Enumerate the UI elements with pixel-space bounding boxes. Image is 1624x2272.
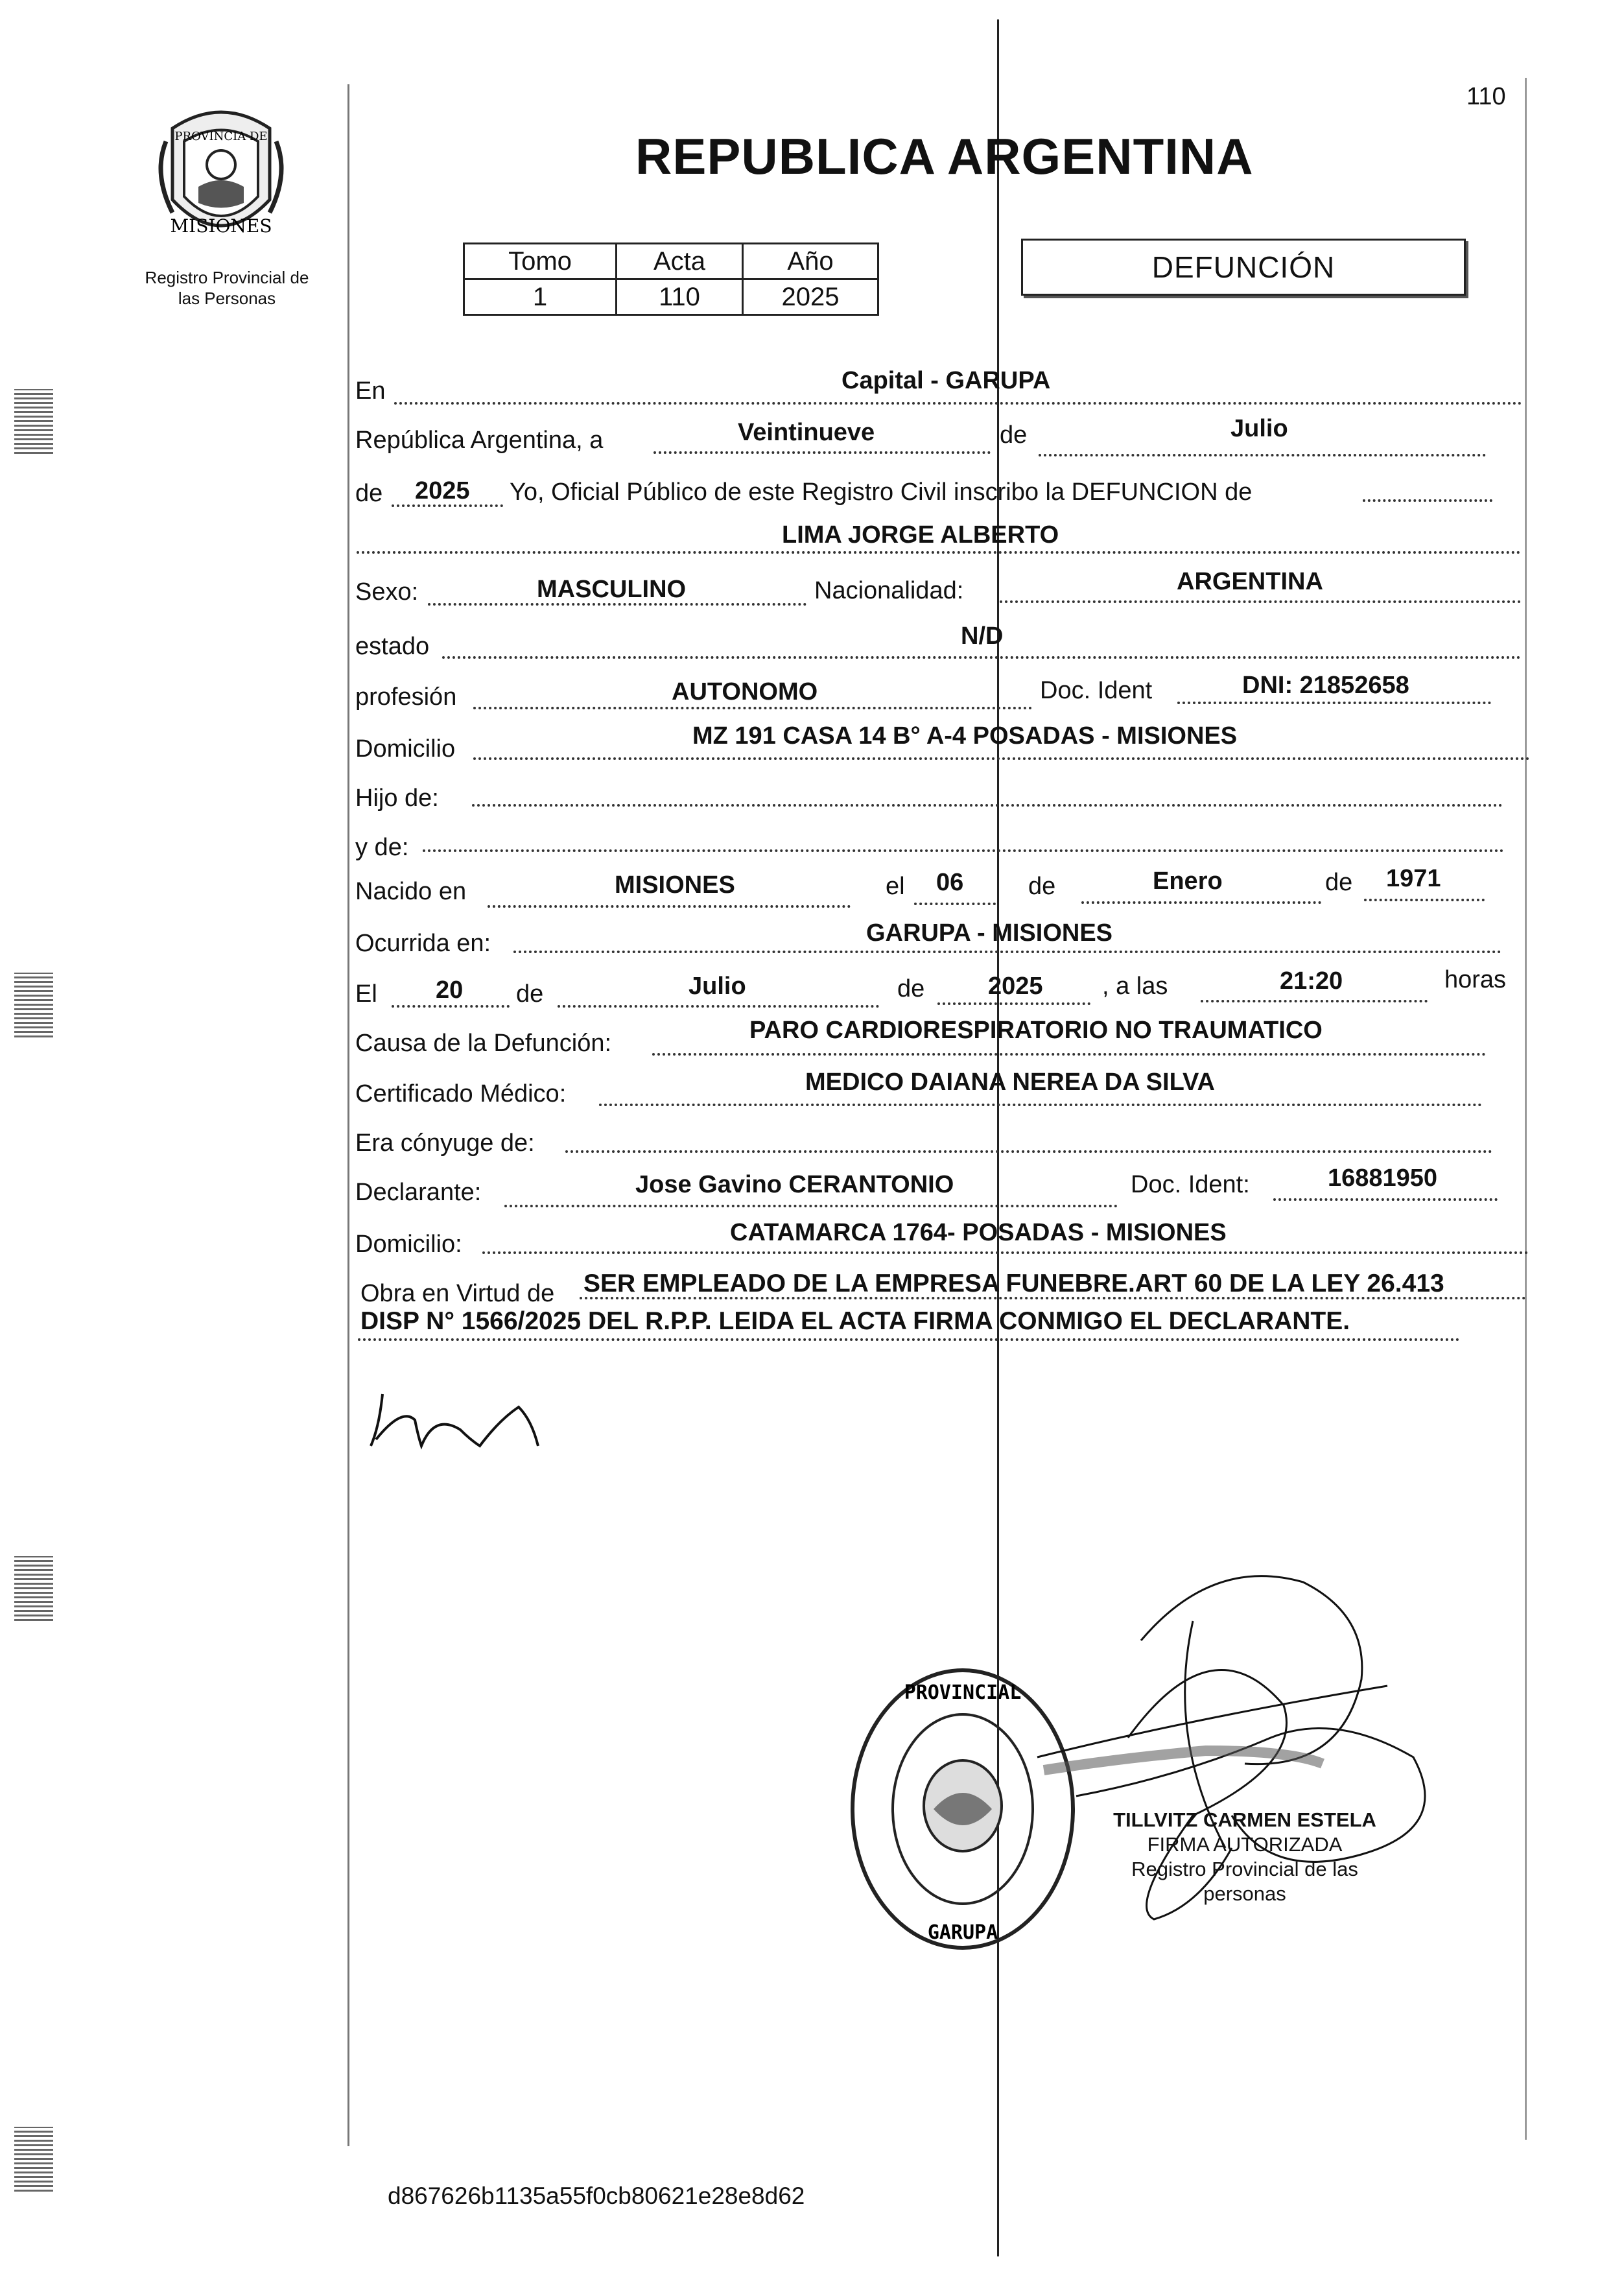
sexo-label: Sexo: xyxy=(355,578,419,606)
death-day: 20 xyxy=(436,976,464,1004)
dotted-line xyxy=(392,1005,510,1008)
dotted-line xyxy=(1201,1000,1428,1002)
profesion-value: AUTONOMO xyxy=(672,678,818,705)
certificado-value: MEDICO DAIANA NEREA DA SILVA xyxy=(805,1069,1215,1096)
sexo-value: MASCULINO xyxy=(537,576,687,603)
el-label: el xyxy=(886,873,905,900)
dotted-line xyxy=(580,1297,1526,1299)
dotted-line xyxy=(473,707,1032,709)
obra-value-line-1: SER EMPLEADO DE LA EMPRESA FUNEBRE.ART 60 DE LA LEY 26.413 xyxy=(583,1270,1444,1297)
el2-label: El xyxy=(355,980,377,1008)
svg-text:GARUPA: GARUPA xyxy=(927,1921,998,1944)
ocurrida-value: GARUPA - MISIONES xyxy=(866,919,1113,947)
dotted-line xyxy=(1000,600,1521,603)
death-de-label-1: de xyxy=(516,980,544,1008)
official-name: TILLVITZ CARMEN ESTELA xyxy=(1113,1808,1376,1831)
dotted-line xyxy=(1364,899,1485,901)
death-month: Julio xyxy=(688,973,746,1000)
domicilio-label: Domicilio xyxy=(355,735,456,763)
nacionalidad-label: Nacionalidad: xyxy=(814,577,964,604)
y-de-label: y de: xyxy=(355,834,409,861)
scan-artifact xyxy=(14,973,53,1037)
a-las-label: , a las xyxy=(1102,973,1168,1000)
acta-header: Acta xyxy=(617,244,743,279)
scan-artifact xyxy=(14,1556,53,1621)
margin-line xyxy=(1525,78,1527,2140)
dotted-line xyxy=(1081,901,1321,904)
birth-day: 06 xyxy=(936,869,964,896)
day-value: Veintinueve xyxy=(738,419,875,446)
year-value: 2025 xyxy=(415,477,470,504)
dotted-line xyxy=(504,1205,1118,1207)
dotted-line xyxy=(558,1005,879,1008)
oficial-text: Yo, Oficial Público de este Registro Civil inscribo la DEFUNCION de xyxy=(510,479,1253,506)
estado-value: N/D xyxy=(961,622,1004,650)
dotted-line xyxy=(358,1338,1460,1341)
dotted-line xyxy=(653,451,991,454)
domicilio2-value: CATAMARCA 1764- POSADAS - MISIONES xyxy=(730,1219,1227,1246)
official-signature-block xyxy=(1102,1808,1387,1906)
record-table-value-row xyxy=(464,279,878,315)
dotted-line xyxy=(473,757,1530,760)
obra-value-line-2: DISP N° 1566/2025 DEL R.P.P. LEIDA EL ACTA FIRMA CONMIGO EL DECLARANTE. xyxy=(360,1307,1350,1335)
anio-header: Año xyxy=(743,244,878,279)
page-title: REPUBLICA ARGENTINA xyxy=(635,128,1254,185)
registry-label-line-1: Registro Provincial de xyxy=(145,268,309,287)
svg-text:PROVINCIA DE: PROVINCIA DE xyxy=(174,130,268,143)
tomo-value: 1 xyxy=(464,279,617,315)
declarant-signature xyxy=(363,1381,551,1465)
dotted-line xyxy=(488,905,851,908)
declarante-doc-value: 16881950 xyxy=(1328,1165,1438,1192)
death-year: 2025 xyxy=(988,973,1043,1000)
domicilio-value: MZ 191 CASA 14 B° A-4 POSADAS - MISIONES xyxy=(692,722,1238,750)
doc-value: DNI: 21852658 xyxy=(1242,672,1409,699)
death-de-label-2: de xyxy=(897,975,925,1002)
domicilio2-label: Domicilio: xyxy=(355,1231,462,1258)
dotted-line xyxy=(565,1150,1492,1153)
dotted-line xyxy=(1363,499,1492,502)
causa-label: Causa de la Defunción: xyxy=(355,1030,612,1057)
dotted-line xyxy=(423,849,1504,852)
declarante-label: Declarante: xyxy=(355,1179,482,1206)
acta-value: 110 xyxy=(617,279,743,315)
birth-de-label-2: de xyxy=(1325,869,1353,896)
anio-value: 2025 xyxy=(743,279,878,315)
dotted-line xyxy=(1177,702,1491,704)
dotted-line xyxy=(394,402,1522,405)
place-value: Capital - GARUPA xyxy=(841,367,1051,394)
dotted-line xyxy=(599,1104,1482,1106)
dotted-line xyxy=(442,656,1521,659)
registry-label xyxy=(123,267,331,309)
dotted-line xyxy=(1039,454,1486,456)
month-value: Julio xyxy=(1230,415,1288,442)
scan-artifact xyxy=(14,2127,53,2192)
estado-label: estado xyxy=(355,633,430,660)
death-time: 21:20 xyxy=(1280,967,1343,995)
misiones-coat-of-arms-logo xyxy=(153,102,289,253)
obra-label: Obra en Virtud de xyxy=(360,1280,555,1307)
ocurrida-label: Ocurrida en: xyxy=(355,930,491,957)
doc-label: Doc. Ident xyxy=(1040,677,1153,704)
de-label: de xyxy=(1000,421,1028,449)
deceased-name: LIMA JORGE ALBERTO xyxy=(782,521,1059,549)
profesion-label: profesión xyxy=(355,683,457,711)
en-label: En xyxy=(355,377,386,405)
birth-year: 1971 xyxy=(1386,865,1441,892)
horas-label: horas xyxy=(1444,966,1507,993)
year-de-label: de xyxy=(355,480,383,507)
birth-month: Enero xyxy=(1153,868,1223,895)
declarante-doc-label: Doc. Ident: xyxy=(1131,1171,1250,1198)
registry-label-line-2: las Personas xyxy=(178,289,276,308)
republica-label: República Argentina, a xyxy=(355,427,604,454)
dotted-line xyxy=(482,1251,1529,1254)
scan-artifact xyxy=(14,389,53,454)
document-hash: d867626b1135a55f0cb80621e28e8d62 xyxy=(388,2183,805,2209)
dotted-line xyxy=(652,1053,1486,1056)
nacionalidad-value: ARGENTINA xyxy=(1177,568,1323,595)
dotted-line xyxy=(357,551,1521,554)
record-table-header-row xyxy=(464,244,878,279)
document-type-box: DEFUNCIÓN xyxy=(1021,239,1466,296)
record-table xyxy=(463,243,879,316)
nacido-label: Nacido en xyxy=(355,878,467,905)
dotted-line xyxy=(472,804,1503,807)
declarante-value: Jose Gavino CERANTONIO xyxy=(635,1171,954,1198)
certificado-label: Certificado Médico: xyxy=(355,1080,567,1107)
birth-de-label-1: de xyxy=(1028,873,1056,900)
svg-text:PROVINCIAL: PROVINCIAL xyxy=(904,1681,1022,1704)
official-org: Registro Provincial de las personas xyxy=(1131,1858,1358,1905)
dotted-line xyxy=(914,903,996,905)
tomo-header: Tomo xyxy=(464,244,617,279)
svg-text:MISIONES: MISIONES xyxy=(170,215,272,237)
dotted-line xyxy=(937,1002,1090,1005)
margin-line xyxy=(347,84,349,2146)
hijo-label: Hijo de: xyxy=(355,785,439,812)
causa-value: PARO CARDIORESPIRATORIO NO TRAUMATICO xyxy=(749,1017,1323,1044)
page-number: 110 xyxy=(1466,83,1506,110)
nacido-value: MISIONES xyxy=(615,871,735,899)
official-role: FIRMA AUTORIZADA xyxy=(1147,1833,1343,1856)
dotted-line xyxy=(1273,1198,1498,1201)
dotted-line xyxy=(513,951,1501,953)
conyuge-label: Era cónyuge de: xyxy=(355,1130,535,1157)
